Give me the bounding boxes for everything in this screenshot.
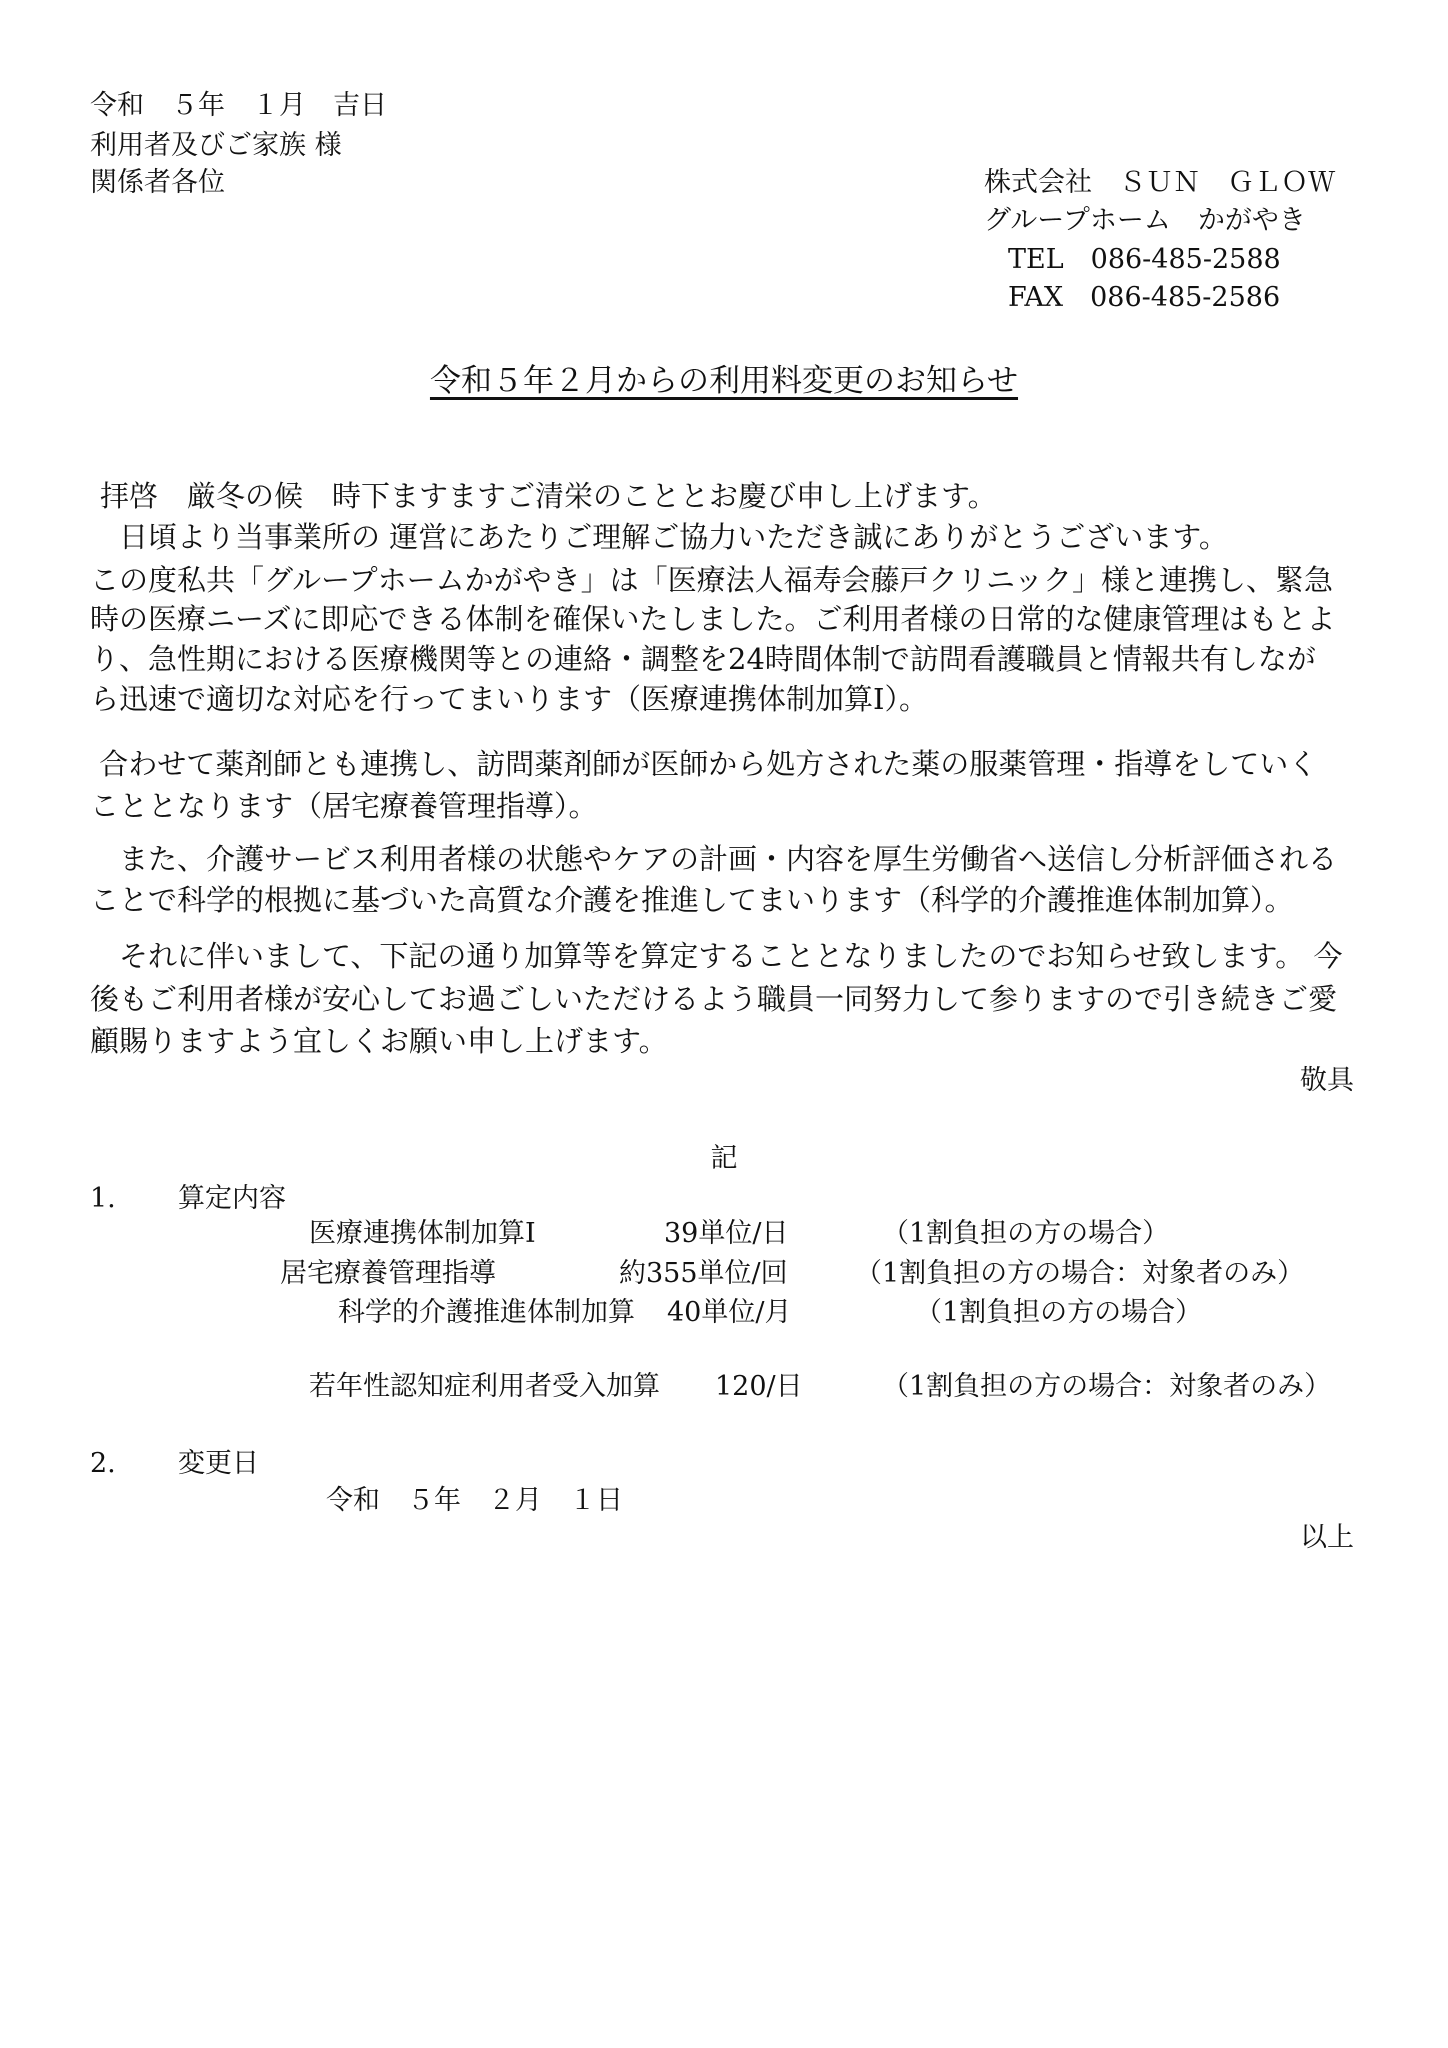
fee-item-value: 120/日 — [715, 1371, 803, 1402]
fee-item-value: 39単位/日 — [664, 1218, 789, 1249]
document-title: 令和５年２月からの利用料変更のお知らせ — [429, 363, 1019, 399]
fee-item-name: 居宅療養管理指導 — [280, 1258, 496, 1289]
fee-item-value: 40単位/月 — [667, 1297, 792, 1328]
body-line: 日頃より当事業所の 運営にあたりご理解ご協力いただき誠にありがとうございます。 — [90, 520, 1228, 554]
change-date: 令和 ５年 ２月 １日 — [326, 1485, 623, 1516]
addressee-related: 関係者各位 — [90, 167, 225, 198]
body-line: 時の医療ニーズに即応できる体制を確保いたしました。ご利用者様の日常的な健康管理はもとよ — [90, 602, 1336, 636]
section2-heading: 変更日 — [178, 1448, 259, 1479]
fee-item-note: （1割負担の方の場合：対象者のみ） — [855, 1258, 1305, 1289]
body-line: 合わせて薬剤師とも連携し、訪問薬剤師が医師から処方された薬の服薬管理・指導をしていく — [90, 747, 1318, 781]
closing-keigu: 敬具 — [1300, 1065, 1354, 1096]
body-line: 後もご利用者様が安心してお過ごしいただけるよう職員一同努力して参りますので引き続きご愛 — [90, 982, 1338, 1016]
fee-item-note: （1割負担の方の場合） — [915, 1297, 1203, 1328]
body-line: ら迅速で適切な対応を行ってまいります（医療連携体制加算Ⅰ）。 — [90, 682, 928, 716]
facility-name: グループホーム かがやき — [984, 205, 1306, 236]
fee-item-name: 科学的介護推進体制加算 — [338, 1297, 635, 1328]
ki-heading: 記 — [710, 1143, 738, 1174]
section2-number: 2. — [90, 1448, 116, 1479]
company-name: 株式会社 ＳＵＮ ＧＬＯＷ — [984, 167, 1335, 198]
body-line: それに伴いまして、下記の通り加算等を算定することとなりましたのでお知らせ致します。 今 — [90, 939, 1343, 973]
closing-ijou: 以上 — [1300, 1522, 1354, 1553]
addressee-users: 利用者及びご家族 様 — [90, 130, 342, 161]
body-line: 顧賜りますよう宜しくお願い申し上げます。 — [90, 1024, 668, 1058]
section1-number: 1. — [90, 1183, 116, 1214]
body-line: また、介護サービス利用者様の状態やケアの計画・内容を厚生労働省へ送信し分析評価される — [90, 842, 1338, 876]
fee-item-name: 医療連携体制加算Ⅰ — [309, 1218, 536, 1249]
body-line: この度私共「グループホームかがやき」は「医療法人福寿会藤戸クリニック」様と連携し、緊急 — [90, 563, 1333, 597]
fee-item-name: 若年性認知症利用者受入加算 — [309, 1371, 660, 1402]
fee-item-note: （1割負担の方の場合：対象者のみ） — [882, 1371, 1332, 1402]
body-line: ことで科学的根拠に基づいた高質な介護を推進してまいります（科学的介護推進体制加算）。 — [90, 883, 1294, 917]
fee-item-note: （1割負担の方の場合） — [882, 1218, 1170, 1249]
body-line: 拝啓 厳冬の候 時下ますますご清栄のこととお慶び申し上げます。 — [100, 479, 997, 513]
body-line: こととなります（居宅療養管理指導）。 — [90, 789, 598, 823]
tel-number: TEL 086-485-2588 — [1008, 244, 1281, 275]
fee-item-value: 約355単位/回 — [619, 1258, 788, 1289]
body-line: り、急性期における医療機関等との連絡・調整を24時間体制で訪問看護職員と情報共有しなが — [90, 642, 1316, 676]
section1-heading: 算定内容 — [178, 1183, 286, 1214]
fax-number: FAX 086-485-2586 — [1008, 282, 1281, 313]
issue-date: 令和 ５年 １月 吉日 — [90, 90, 387, 121]
